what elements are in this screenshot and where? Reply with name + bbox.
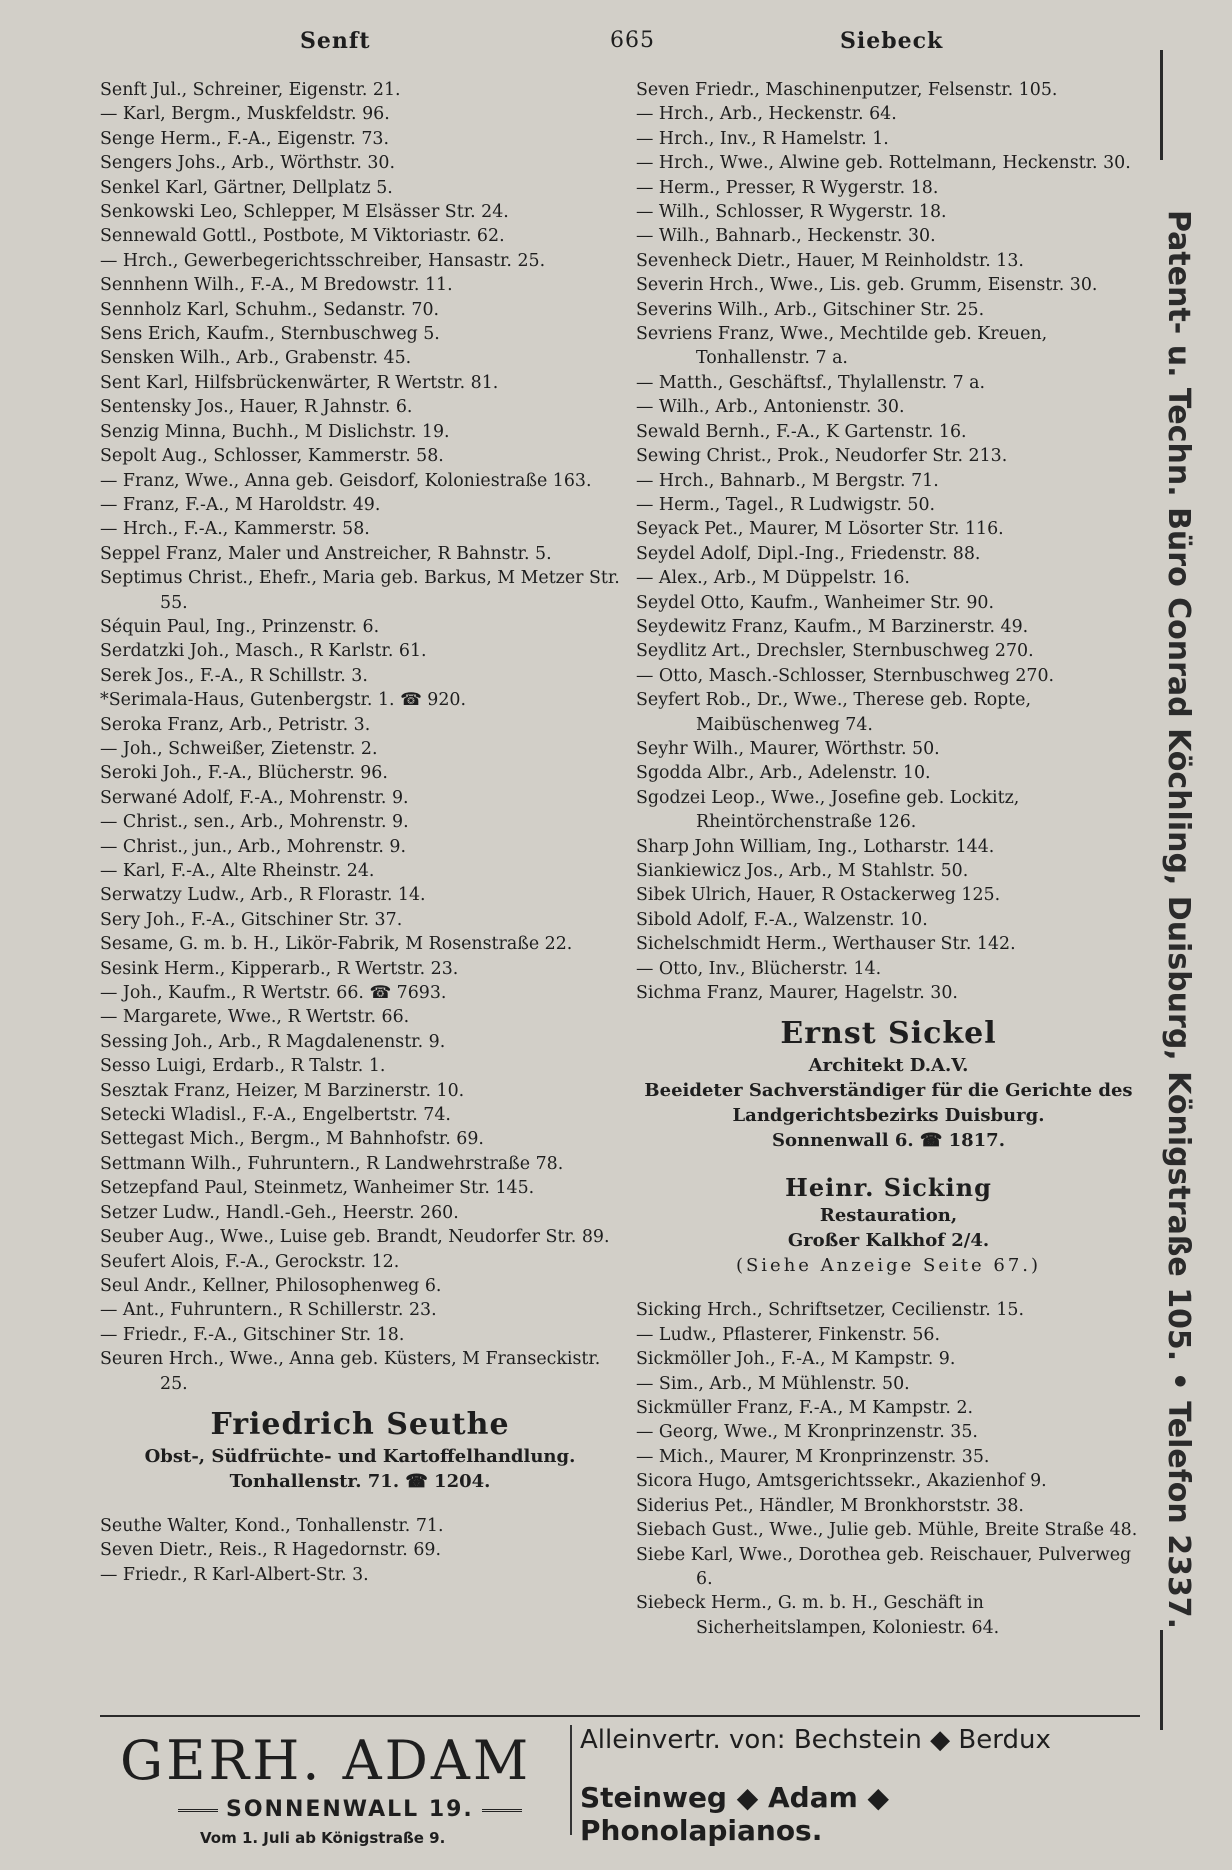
directory-entry: Septimus Christ., Ehefr., Maria geb. Barkus, M Metzer Str. 55. xyxy=(100,568,620,613)
directory-entry: Sesztak Franz, Heizer, M Barzinerstr. 10. xyxy=(100,1080,465,1101)
directory-entry: Seppel Franz, Maler und Anstreicher, R Bahnstr. 5. xyxy=(100,543,552,564)
ad-line: Obst-, Südfrüchte- und Kartoffelhandlung. xyxy=(144,1445,576,1467)
footer-divider xyxy=(570,1725,572,1835)
directory-entry: Seroki Joh., F.-A., Blücherstr. 96. xyxy=(100,763,388,784)
directory-entry: Sennhenn Wilh., F.-A., M Bredowstr. 11. xyxy=(100,275,453,296)
header-right-keyword: Siebeck xyxy=(840,28,944,54)
directory-entry: Sesso Luigi, Erdarb., R Talstr. 1. xyxy=(100,1056,386,1077)
directory-entry: Serwatzy Ludw., Arb., R Florastr. 14. xyxy=(100,885,426,906)
directory-entry: Sens Erich, Kaufm., Sternbuschweg 5. xyxy=(100,324,440,345)
footer-brand: GERH. ADAM xyxy=(120,1729,532,1792)
directory-entry: Sichelschmidt Herm., Werthauser Str. 142. xyxy=(636,934,1016,955)
directory-entry: Senkowski Leo, Schlepper, M Elsässer Str. 24. xyxy=(100,202,509,223)
ad-line: Tonhallenstr. 71. ☎ 1204. xyxy=(229,1470,491,1492)
directory-entry: Sgodda Albr., Arb., Adelenstr. 10. xyxy=(636,763,931,784)
directory-entry: — Herm., Tagel., R Ludwigstr. 50. xyxy=(636,494,936,515)
directory-entry: — Mich., Maurer, M Kronprinzenstr. 35. xyxy=(636,1446,990,1467)
directory-entry: Setzepfand Paul, Steinmetz, Wanheimer Str. 145. xyxy=(100,1178,535,1199)
footer-address: SONNENWALL 19. xyxy=(170,1797,530,1822)
ad-line: Restauration, xyxy=(819,1205,958,1227)
directory-entry: Sennholz Karl, Schuhm., Sedanstr. 70. xyxy=(100,299,440,320)
directory-entry: Settmann Wilh., Fuhruntern., R Landwehrstraße 78. xyxy=(100,1153,564,1174)
directory-entry: Seydel Otto, Kaufm., Wanheimer Str. 90. xyxy=(636,592,995,613)
directory-entry: Siebeck Herm., G. m. b. H., Geschäft in Sicherheitslampen, Koloniestr. 64. xyxy=(636,1593,1000,1638)
ad-title: Heinr. Sicking xyxy=(785,1173,992,1203)
directory-entry: — Joh., Kaufm., R Wertstr. 66. ☎ 7693. xyxy=(100,983,447,1004)
banner-rule-top xyxy=(1160,50,1163,160)
directory-entry: Senge Herm., F.-A., Eigenstr. 73. xyxy=(100,128,390,149)
directory-entry: Sepolt Aug., Schlosser, Kammerstr. 58. xyxy=(100,446,444,467)
directory-entry: Settegast Mich., Bergm., M Bahnhofstr. 69. xyxy=(100,1129,484,1150)
right-column xyxy=(636,78,1141,1640)
directory-entry: Sicking Hrch., Schriftsetzer, Cecilienstr. 15. xyxy=(636,1300,1024,1321)
directory-entry: Seuber Aug., Wwe., Luise geb. Brandt, Neudorfer Str. 89. xyxy=(100,1227,610,1248)
left-entries xyxy=(100,78,620,1396)
page-header xyxy=(100,28,1120,64)
directory-entry: Sesink Herm., Kipperarb., R Wertstr. 23. xyxy=(100,958,459,979)
directory-entry: — Georg, Wwe., M Kronprinzenstr. 35. xyxy=(636,1422,978,1443)
directory-entry: — Sim., Arb., M Mühlenstr. 50. xyxy=(636,1373,910,1394)
page-number: 665 xyxy=(610,28,655,53)
directory-entry: Sewing Christ., Prok., Neudorfer Str. 213. xyxy=(636,446,1008,467)
directory-entry: Sesame, G. m. b. H., Likör-Fabrik, M Rosenstraße 22. xyxy=(100,934,573,955)
directory-entry: Seven Friedr., Maschinenputzer, Felsenstr. 105. xyxy=(636,80,1058,100)
directory-entry: Siebach Gust., Wwe., Julie geb. Mühle, Breite Straße 48. xyxy=(636,1520,1138,1541)
banner-rule-bottom xyxy=(1160,1630,1163,1730)
directory-entry: — Hrch., Inv., R Hamelstr. 1. xyxy=(636,128,889,149)
side-banner-text: Patent- u. Techn. Büro Conrad Köchling, Duisburg, Königstraße 105. • Telefon 2337. xyxy=(1161,210,1196,1630)
ad-title: Friedrich Seuthe xyxy=(210,1406,510,1442)
directory-entry: Sharp John William, Ing., Lotharstr. 144. xyxy=(636,836,995,857)
directory-entry: — Hrch., Bahnarb., M Bergstr. 71. xyxy=(636,470,939,491)
directory-entry: — Ludw., Pflasterer, Finkenstr. 56. xyxy=(636,1324,941,1345)
right-tail-entries xyxy=(636,1298,1141,1640)
directory-entry: Sickmöller Joh., F.-A., M Kampstr. 9. xyxy=(636,1349,956,1370)
side-banner xyxy=(1140,30,1200,1850)
directory-entry: Sicora Hugo, Amtsgerichtssekr., Akazienhof 9. xyxy=(636,1471,1047,1492)
directory-entry: Siankiewicz Jos., Arb., M Stahlstr. 50. xyxy=(636,861,969,881)
directory-entry: Sibold Adolf, F.-A., Walzenstr. 10. xyxy=(636,909,928,930)
footer-brands-line: Steinweg ◆ Adam ◆ Phonolapianos. xyxy=(580,1781,890,1847)
directory-entry: — Margarete, Wwe., R Wertstr. 66. xyxy=(100,1007,410,1028)
directory-entry: Severins Wilh., Arb., Gitschiner Str. 25. xyxy=(636,299,985,320)
directory-entry: Severin Hrch., Wwe., Lis. geb. Grumm, Eisenstr. 30. xyxy=(636,275,1098,296)
directory-entry: Senzig Minna, Buchh., M Dislichstr. 19. xyxy=(100,421,450,442)
directory-entry: Serek Jos., F.-A., R Schillstr. 3. xyxy=(100,665,368,686)
directory-entry: Sessing Joh., Arb., R Magdalenenstr. 9. xyxy=(100,1031,446,1052)
directory-entry: Sevriens Franz, Wwe., Mechtilde geb. Kreuen, Tonhallenstr. 7 a. xyxy=(636,324,1048,369)
directory-entry: Sickmüller Franz, F.-A., M Kampstr. 2. xyxy=(636,1398,974,1419)
directory-entry: — Wilh., Bahnarb., Heckenstr. 30. xyxy=(636,226,936,247)
directory-entry: — Karl, Bergm., Muskfeldstr. 96. xyxy=(100,104,390,125)
directory-entry: Seydlitz Art., Drechsler, Sternbuschweg 270. xyxy=(636,641,1034,662)
directory-entry: Serdatzki Joh., Masch., R Karlstr. 61. xyxy=(100,641,427,662)
directory-entry: Serwané Adolf, F.-A., Mohrenstr. 9. xyxy=(100,787,409,808)
directory-entry: — Friedr., F.-A., Gitschiner Str. 18. xyxy=(100,1324,405,1345)
directory-entry: Seyack Pet., Maurer, M Lösorter Str. 116. xyxy=(636,519,1004,540)
directory-entry: Sensken Wilh., Arb., Grabenstr. 45. xyxy=(100,348,412,369)
directory-entry: — Herm., Presser, R Wygerstr. 18. xyxy=(636,177,939,198)
directory-entry: — Otto, Inv., Blücherstr. 14. xyxy=(636,958,882,979)
directory-entry: — Ant., Fuhruntern., R Schillerstr. 23. xyxy=(100,1300,437,1321)
ad-heinr-sicking xyxy=(636,1173,1141,1278)
directory-entry: — Christ., jun., Arb., Mohrenstr. 9. xyxy=(100,836,407,857)
ad-line: (Siehe Anzeige Seite 67.) xyxy=(735,1255,1042,1277)
ad-title: Ernst Sickel xyxy=(780,1016,997,1052)
directory-entry: Sengers Johs., Arb., Wörthstr. 30. xyxy=(100,153,396,174)
directory-entry: — Otto, Masch.-Schlosser, Sternbuschweg 270. xyxy=(636,665,1055,686)
directory-entry: Sichma Franz, Maurer, Hagelstr. 30. xyxy=(636,983,958,1004)
directory-entry: — Hrch., Gewerbegerichtsschreiber, Hansastr. 25. xyxy=(100,250,546,271)
left-column xyxy=(100,78,620,1587)
directory-entry: Sentensky Jos., Hauer, R Jahnstr. 6. xyxy=(100,397,413,418)
right-entries xyxy=(636,78,1141,1005)
directory-entry: Seuthe Walter, Kond., Tonhallenstr. 71. xyxy=(100,1515,444,1536)
directory-entry: — Joh., Schweißer, Zietenstr. 2. xyxy=(100,738,378,759)
directory-entry: Seuren Hrch., Wwe., Anna geb. Küsters, M Franseckistr. 25. xyxy=(100,1349,601,1394)
directory-entry: Sevenheck Dietr., Hauer, M Reinholdstr. 13. xyxy=(636,250,1024,271)
directory-entry: Seul Andr., Kellner, Philosophenweg 6. xyxy=(100,1275,442,1296)
directory-entry: Seven Dietr., Reis., R Hagedornstr. 69. xyxy=(100,1540,442,1561)
directory-entry: — Hrch., Wwe., Alwine geb. Rottelmann, Heckenstr. 30. xyxy=(636,153,1131,174)
directory-entry: Seyhr Wilh., Maurer, Wörthstr. 50. xyxy=(636,738,940,759)
directory-entry: Siderius Pet., Händler, M Bronkhorststr. 38. xyxy=(636,1495,1024,1516)
directory-entry: Sibek Ulrich, Hauer, R Ostackerweg 125. xyxy=(636,885,1001,906)
directory-entry: Seyfert Rob., Dr., Wwe., Therese geb. Ropte, Maibüschenweg 74. xyxy=(636,690,1031,735)
directory-entry: — Franz, Wwe., Anna geb. Geisdorf, Koloniestraße 163. xyxy=(100,470,592,491)
directory-entry: Sery Joh., F.-A., Gitschiner Str. 37. xyxy=(100,909,403,930)
directory-entry: Sgodzei Leop., Wwe., Josefine geb. Lockitz, Rheintörchenstraße 126. xyxy=(636,787,1020,833)
directory-entry: Setzer Ludw., Handl.-Geh., Heerstr. 260. xyxy=(100,1202,459,1223)
directory-entry: Séquin Paul, Ing., Prinzenstr. 6. xyxy=(100,616,380,637)
directory-entry: Sewald Bernh., F.-A., K Gartenstr. 16. xyxy=(636,421,967,442)
footer-advert xyxy=(100,1715,1140,1857)
directory-entry: Seydel Adolf, Dipl.-Ing., Friedenstr. 88. xyxy=(636,543,981,564)
directory-entry: — Wilh., Schlosser, R Wygerstr. 18. xyxy=(636,202,947,223)
directory-entry: Sennewald Gottl., Postbote, M Viktoriastr. 62. xyxy=(100,226,505,247)
directory-entry: Setecki Wladisl., F.-A., Engelbertstr. 74. xyxy=(100,1105,451,1126)
ad-line: Sonnenwall 6. ☎ 1817. xyxy=(772,1130,1005,1152)
ad-line: Architekt D.A.V. xyxy=(808,1055,969,1077)
ad-friedrich-seuthe xyxy=(100,1406,620,1494)
ad-line: Beeideter Sachverständiger für die Gerichte des Landgerichtsbezirks Duisburg. xyxy=(644,1080,1133,1127)
directory-entry: Senft Jul., Schreiner, Eigenstr. 21. xyxy=(100,80,401,100)
directory-entry: — Friedr., R Karl-Albert-Str. 3. xyxy=(100,1564,369,1585)
left-tail-entries xyxy=(100,1514,620,1587)
ad-line: Großer Kalkhof 2/4. xyxy=(787,1230,990,1252)
directory-entry: Seydewitz Franz, Kaufm., M Barzinerstr. 49. xyxy=(636,616,1029,637)
ad-ernst-sickel xyxy=(636,1015,1141,1153)
directory-entry: Seufert Alois, F.-A., Gerockstr. 12. xyxy=(100,1251,400,1272)
directory-entry: Seroka Franz, Arb., Petristr. 3. xyxy=(100,714,371,735)
directory-entry: Senkel Karl, Gärtner, Dellplatz 5. xyxy=(100,177,393,198)
directory-entry: Sent Karl, Hilfsbrückenwärter, R Wertstr. 81. xyxy=(100,372,499,393)
directory-entry: — Alex., Arb., M Düppelstr. 16. xyxy=(636,568,910,589)
directory-entry: — Wilh., Arb., Antonienstr. 30. xyxy=(636,397,905,418)
directory-entry: — Hrch., Arb., Heckenstr. 64. xyxy=(636,104,897,125)
directory-entry: *Serimala-Haus, Gutenbergstr. 1. ☎ 920. xyxy=(100,690,467,711)
footer-agency-line: Alleinvertr. von: Bechstein ◆ Berdux xyxy=(580,1725,1051,1755)
directory-entry: — Christ., sen., Arb., Mohrenstr. 9. xyxy=(100,812,409,833)
directory-entry: Siebe Karl, Wwe., Dorothea geb. Reischauer, Pulverweg 6. xyxy=(636,1544,1132,1589)
footer-note: Vom 1. Juli ab Königstraße 9. xyxy=(200,1829,446,1847)
directory-entry: — Matth., Geschäftsf., Thylallenstr. 7 a. xyxy=(636,372,986,393)
directory-entry: — Hrch., F.-A., Kammerstr. 58. xyxy=(100,519,370,540)
header-left-keyword: Senft xyxy=(300,28,371,54)
directory-entry: — Karl, F.-A., Alte Rheinstr. 24. xyxy=(100,861,375,881)
directory-entry: — Franz, F.-A., M Haroldstr. 49. xyxy=(100,494,381,515)
